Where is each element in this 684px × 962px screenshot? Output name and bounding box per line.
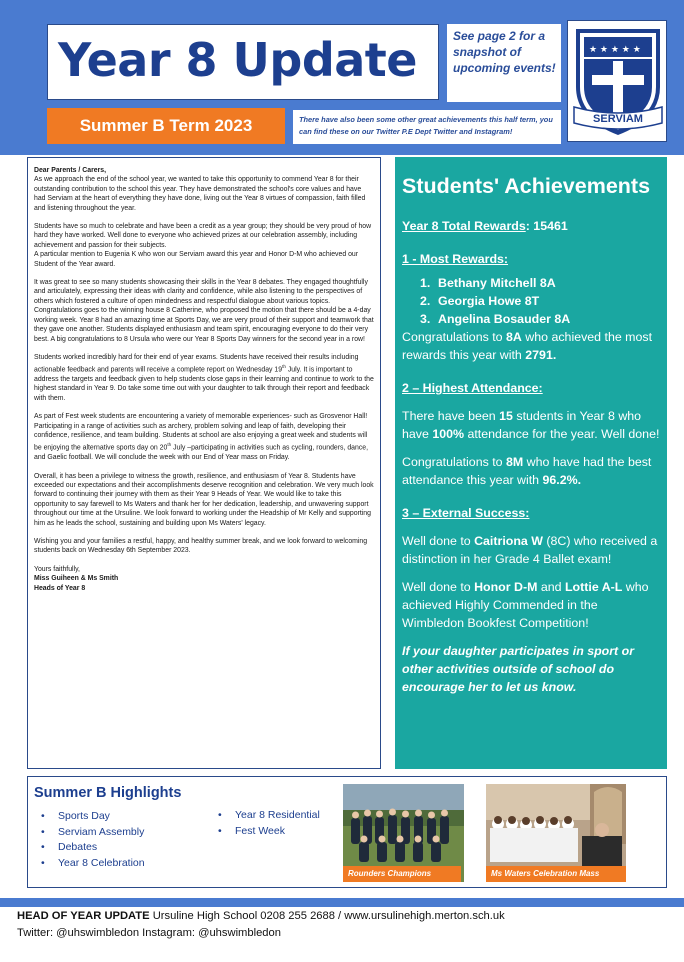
footer-band [0,898,684,907]
svg-text:★ ★ ★ ★ ★: ★ ★ ★ ★ ★ [589,45,641,55]
letter-paragraph-1: As we approach the end of the school year, we wanted to take this opportunity to commend Year 8 for their outstanding contribution to the school this year. They have demonstrated the school's core values and have had Serviam at the heart of everything they have done, living out the Year 8 virtues of compassion, faith filled and listening throughout the year. [34,176,366,212]
term-banner [47,108,285,144]
section-attendance-heading: 2 – Highest Attendance: [402,381,543,395]
external-text-2: Well done to Honor D-M and Lottie A-L who achieved Highly Commended in the Wimbledon Bookfest Competition! [402,580,649,630]
highlights-list-2 [213,808,320,839]
list-item: • Year 8 Residential [213,808,320,824]
footer-social: Twitter: @uhswimbledon Instagram: @uhswimbledon [17,927,281,939]
letter-paragraph-7: Wishing you and your families a restful, happy, and healthy summer break, and we look forward to welcoming students back on Wednesday 6th September 2023. [34,538,368,555]
section-most-rewards-heading: 1 - Most Rewards: [402,252,509,266]
snapshot-note: See page 2 for a snapshot of upcoming events! [453,29,556,75]
letter-paragraph-3: It was great to see so many students showcasing their skills in the Year 8 debates. They engaged thoughtfully and articulately, expressing their ideas with clarity and confidence, while also listening to the perspectives of others which fostered a culture of open mindedness and respectful dialogue about various topics. Congratulations goes to the winning house 8 Catherine, who proposed the motion that there should be a 4-day working week. Year 8 had an amazing time at Sports Day, we are very proud of their support and teamwork that they gave one another. Students displayed enthusiasm and team spirit, encouraging everyone to do their very best. A big congratulations to 8 Ursula who were our Year 8 Sports Day winners for the second year in a row! [34,279,374,343]
attendance-text-1: There have been 15 students in Year 8 who have 100% attendance for the year. Well done! [402,409,660,441]
svg-text:SERVIAM: SERVIAM [593,113,643,125]
letter-body [34,166,374,593]
title-box [47,24,439,100]
list-item: • Sports Day [36,809,145,825]
bullet-icon: • [41,810,45,822]
most-rewards-list [420,274,661,328]
other-achievements-note: There have also been some other great achievements this half term, you can find these on our Twitter P.E Dept Twitter and Instagram! [299,115,553,136]
footer-label: HEAD OF YEAR UPDATE [17,910,150,922]
list-item: • Fest Week [213,824,320,840]
snapshot-note-box [447,24,561,102]
bullet-icon: • [41,825,45,838]
instagram-link[interactable]: Instagram! [474,127,513,136]
highlights-list-1 [36,809,145,871]
achievements-closing: If your daughter participates in sport or other activities outside of school do encourage her to let us know. [402,644,635,694]
list-item: • Debates [36,840,145,856]
letter-box [27,157,381,769]
achievements-content [402,173,661,696]
other-achievements-box [293,110,561,144]
letter-signers: Miss Guiheen & Ms Smith [34,575,119,583]
external-text-1: Well done to Caitriona W (8C) who received a distinction in her Grade 4 Ballet exam! [402,534,658,566]
letter-salutation: Dear Parents / Carers, [34,167,107,174]
bullet-icon: • [218,824,222,837]
twitter-link[interactable]: Twitter P.E Dept Twitter [375,127,458,136]
page-title: Year 8 Update [58,33,417,87]
letter-paragraph-5: As part of Fest week students are encountering a variety of memorable experiences- such as Grosvenor Hall! Participating in a range of activities such as archery, problem solving and leap of faith, developing their confidence, resilience, and team building. Students at school are also enjoying a great week and students will be enjoying the alternative sports day on 20th July –participating in activities such as cycling, rounders, dance, and Gaelic football. We will conclude the week with our End of Year mass on Friday. [34,413,369,462]
highlights-box [27,776,667,888]
photo-mass [486,784,626,882]
list-item: 3. Angelina Bosauder 8A [420,312,571,326]
attendance-text-2: Congratulations to 8M who have had the best attendance this year with 96.2%. [402,455,652,487]
letter-paragraph-2a: Students have so much to celebrate and have been a credit as a year group; they should be very proud of how hard they have worked. Well done to everyone who achieved prizes at our celebration assembly, including achievement and passion for their subjects. [34,223,372,249]
achievements-panel [395,157,667,769]
highlights-title: Summer B Highlights [34,785,182,801]
bullet-icon: • [41,856,45,869]
photo-caption-mass: Ms Waters Celebration Mass [486,866,626,882]
total-rewards: Year 8 Total Rewards: 15461 [402,219,568,233]
bullet-icon: • [41,841,45,853]
achievements-title: Students' Achievements [402,174,651,198]
letter-paragraph-2b: A particular mention to Eugenia K who won our Serviam award this year and Honor D-M who achieved our Student of the Year award. [34,251,359,268]
most-rewards-text: Congratulations to 8A who achieved the most rewards this year with 2791. [402,330,653,362]
footer-contact [17,910,505,922]
letter-signoff: Yours faithfully, [34,565,80,573]
term-label: Summer B Term 2023 [79,116,253,135]
list-item: • Serviam Assembly [36,825,145,841]
school-crest [567,20,667,142]
letter-paragraph-6: Overall, it has been a privilege to witness the growth, resilience, and enthusiasm of Year 8. Students have exceeded our expectations and their accomplishments deserve recognition and celebration. We very much look forward to continuing their journey with them as their Year 9 Heads of Year. We would like to take this opportunity to say farewell to Ms Waters and thank her for her dedication, leadership, and unwavering support throughout our time at the Ursuline. We look forward to working under the Headship of Mr Kelly and supporting him as he leads the school, sustaining and building upon Ms Waters' legacy. [34,472,374,527]
list-item: 2. Georgia Howe 8T [420,294,540,308]
crest-icon [570,23,666,141]
photo-rounders [343,784,464,882]
photo-caption-rounders: Rounders Champions [343,866,461,882]
section-external-heading: 3 – External Success: [402,506,530,520]
footer-contact-details: Ursuline High School 0208 255 2688 / www.ursulinehigh.merton.sch.uk [149,910,505,922]
letter-role: Heads of Year 8 [34,584,86,592]
letter-paragraph-4: Students worked incredibly hard for their end of year exams. Students have received their results including actionable feedback and parents will receive a complete report on Wednesday 19th July. It is important to address the targets and feedback given to help students close gaps in their learning and continue to work to the highest standard in Year 9. Do take some time out with your daughter to talk through their report and feedback with them. [34,353,374,402]
list-item: • Year 8 Celebration [36,856,145,872]
bullet-icon: • [218,809,222,821]
list-item: 1. Bethany Mitchell 8A [420,276,556,290]
